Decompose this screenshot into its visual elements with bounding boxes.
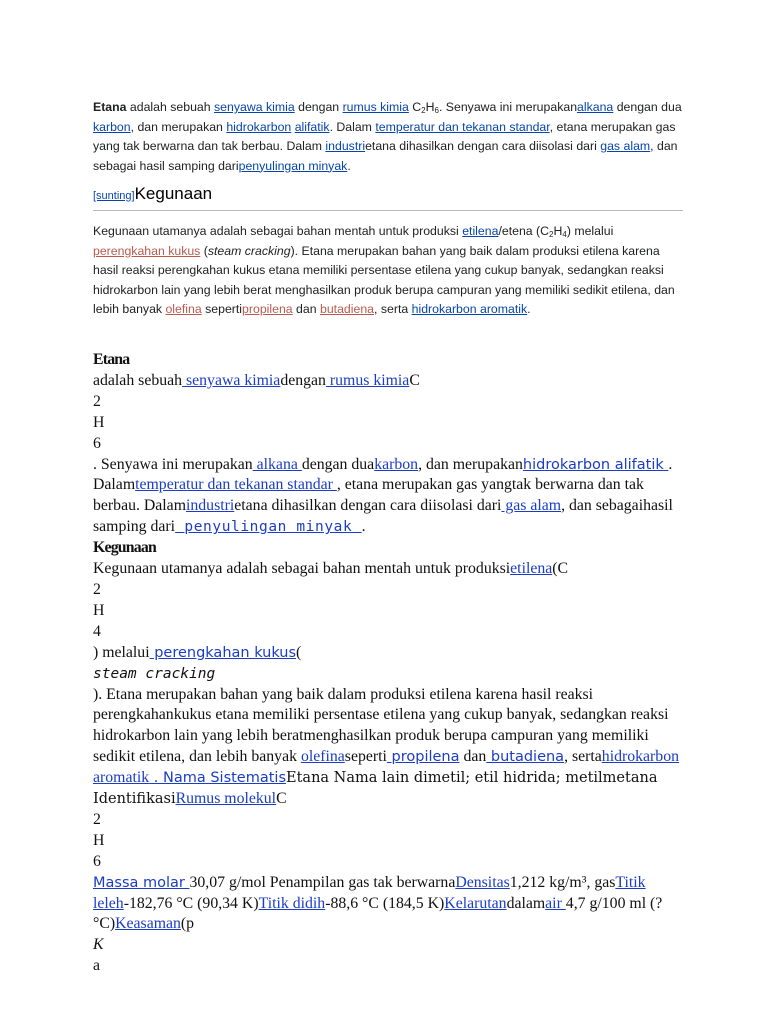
link-karbon[interactable]: karbon bbox=[93, 119, 131, 134]
flat-text: ( bbox=[296, 643, 302, 661]
flat-line: 4 bbox=[93, 622, 101, 640]
link-rumus-kimia[interactable]: rumus kimia bbox=[342, 100, 409, 114]
link-industri[interactable]: industri bbox=[325, 139, 366, 153]
subscript: 2 bbox=[421, 106, 426, 115]
flat-text: etana dihasilkan dengan cara diisolasi dari bbox=[234, 497, 502, 515]
flat-text: (p bbox=[180, 915, 195, 933]
flat-text: , dan merupakan bbox=[418, 455, 523, 473]
flat-text: C bbox=[409, 371, 420, 389]
link-temperatur-tekanan[interactable]: temperatur dan tekanan standar bbox=[375, 119, 550, 134]
link-hidrokarbon-alifatik[interactable]: hidrokarbon alifatik bbox=[522, 456, 669, 473]
intro-text: adalah sebuah bbox=[126, 100, 215, 114]
flat-text: . Senyawa ini merupakan bbox=[93, 455, 253, 473]
link-hidrokarbon[interactable]: hidrokarbon bbox=[226, 119, 292, 134]
flat-paragraph bbox=[93, 685, 683, 810]
flat-text: seperti bbox=[344, 748, 387, 766]
flat-line: H bbox=[93, 831, 105, 849]
usage-italic: steam cracking bbox=[207, 243, 291, 258]
usage-text: dan bbox=[292, 302, 320, 316]
flat-line bbox=[93, 643, 683, 664]
link-olefina[interactable]: olefina bbox=[165, 302, 202, 316]
link-temperatur-tekanan[interactable]: temperatur dan tekanan standar bbox=[135, 476, 337, 494]
flat-text: C bbox=[276, 790, 287, 808]
intro-text: etana dihasilkan dengan cara diisolasi dari bbox=[365, 139, 601, 153]
flat-text: dengan bbox=[280, 371, 326, 389]
flat-line: 6 bbox=[93, 852, 101, 870]
usage-text: /etena (C bbox=[498, 224, 550, 238]
flat-text: , serta bbox=[564, 748, 602, 766]
section-heading bbox=[93, 183, 683, 211]
flat-text: (C bbox=[552, 560, 569, 578]
link-keasaman[interactable]: Keasaman bbox=[115, 915, 181, 933]
link-kelarutan[interactable]: Kelarutan bbox=[444, 894, 507, 912]
intro-text: dengan dua bbox=[613, 100, 682, 114]
link-senyawa-kimia[interactable]: senyawa kimia bbox=[214, 100, 295, 114]
flat-text: ) melalui bbox=[93, 643, 150, 661]
intro-bold-term: Etana bbox=[93, 100, 127, 114]
flat-text: dalam bbox=[506, 894, 546, 912]
flat-paragraph bbox=[93, 873, 683, 936]
link-massa-molar[interactable]: Massa molar bbox=[93, 874, 190, 891]
flat-text: , etana merupakan gas yangtak berwarna dan tak berbau. Dalam bbox=[93, 476, 644, 515]
flat-text: 30,07 g/mol Penampilan gas tak berwarna bbox=[189, 873, 456, 891]
subscript: 6 bbox=[434, 106, 439, 115]
intro-text: , etana merupakan gas yang tak berwarna dan tak berbau. Dalam bbox=[93, 119, 676, 153]
link-alkana[interactable]: alkana bbox=[577, 100, 614, 114]
intro-text: H bbox=[425, 100, 435, 114]
flat-text: -182,76 °C (90,34 K) bbox=[123, 894, 259, 912]
link-rumus-molekul[interactable]: Rumus molekul bbox=[175, 790, 277, 808]
flat-line: 2 bbox=[93, 810, 101, 828]
link-olefina[interactable]: olefina bbox=[300, 748, 345, 766]
flat-text: dengan dua bbox=[301, 455, 375, 473]
flat-line bbox=[93, 664, 683, 685]
intro-text: dengan bbox=[294, 100, 343, 114]
flat-text: Kegunaan utamanya adalah sebagai bahan mentah untuk produksi bbox=[93, 560, 511, 578]
flat-text: Etana Nama lain dimetil; etil hidrida; metilmetana Identifikasi bbox=[93, 770, 658, 808]
link-air[interactable]: air bbox=[545, 894, 566, 912]
usage-text: H bbox=[553, 224, 563, 238]
flat-text: 4,7 g/100 ml (?°C) bbox=[93, 894, 663, 933]
link-rumus-kimia[interactable]: rumus kimia bbox=[325, 371, 410, 389]
flat-text: 1,212 kg/m³, gas bbox=[509, 873, 616, 891]
link-hidrokarbon-aromatik[interactable]: hidrokarbon aromatik bbox=[411, 302, 528, 316]
flat-line: a bbox=[93, 957, 101, 975]
usage-text: Kegunaan utamanya adalah sebagai bahan mentah untuk produksi bbox=[93, 224, 463, 238]
usage-text: ) melalui bbox=[566, 224, 614, 238]
flat-line bbox=[93, 559, 683, 580]
flat-text: adalah sebuah bbox=[93, 371, 183, 389]
link-densitas[interactable]: Densitas bbox=[455, 873, 510, 891]
flat-text: ). Etana merupakan bahan yang baik dalam produksi etilena karena hasil reaksi perengkahankukus etana memiliki persentase etilena yang cukup banyak, sedangkan reaksi hidrokarbon lain yang lebih beratmenghasilkan produk berupa campuran yang memiliki sedikit etilena, dan lebih banyak bbox=[93, 685, 669, 766]
intro-text: . Dalam bbox=[329, 119, 376, 134]
subscript: 2 bbox=[549, 230, 554, 239]
usage-text: ( bbox=[200, 243, 208, 258]
link-butadiena[interactable]: butadiena bbox=[320, 302, 375, 316]
link-penyulingan-minyak[interactable]: penyulingan minyak bbox=[175, 519, 362, 536]
flat-text: -88,6 °C (184,5 K) bbox=[325, 894, 445, 912]
intro-text: . Senyawa ini merupakan bbox=[438, 100, 578, 114]
flat-line: 6 bbox=[93, 434, 101, 452]
usage-text: seperti bbox=[201, 302, 243, 316]
flat-heading-kegunaan: Kegunaan bbox=[93, 539, 156, 557]
link-alkana[interactable]: alkana bbox=[252, 455, 302, 473]
intro-text: , dan sebagai hasil samping dari bbox=[93, 139, 678, 173]
subscript: 4 bbox=[562, 230, 567, 239]
link-penyulingan-minyak[interactable]: penyulingan minyak bbox=[238, 158, 348, 173]
link-alifatik[interactable]: alifatik bbox=[294, 119, 330, 134]
link-titik-leleh[interactable]: Titik leleh bbox=[93, 873, 646, 912]
edit-section-link[interactable]: [sunting] bbox=[93, 190, 135, 202]
intro-text: , dan merupakan bbox=[130, 119, 227, 134]
link-propilena[interactable]: propilena bbox=[242, 302, 293, 316]
link-etilena[interactable]: etilena bbox=[510, 560, 553, 578]
link-karbon[interactable]: karbon bbox=[374, 455, 419, 473]
section-title: Kegunaan bbox=[134, 184, 213, 203]
flat-heading-etana: Etana bbox=[93, 351, 130, 368]
intro-text: C bbox=[408, 100, 422, 114]
link-perengkahan-kukus[interactable]: perengkahan kukus bbox=[149, 644, 297, 661]
flat-italic: K bbox=[93, 936, 104, 954]
article-flat bbox=[93, 350, 683, 977]
flat-line: 2 bbox=[93, 580, 101, 598]
flat-line bbox=[93, 371, 683, 392]
flat-text: , dan sebagaihasil samping dari bbox=[93, 497, 673, 536]
link-hidrokarbon-aromatik[interactable]: hidrokarbon aromatik bbox=[93, 748, 680, 787]
flat-text: dan bbox=[459, 748, 487, 766]
link-gas-alam[interactable]: gas alam bbox=[501, 497, 562, 515]
link-propilena[interactable]: propilena bbox=[386, 749, 460, 766]
flat-italic: steam cracking bbox=[93, 665, 216, 682]
flat-text: . bbox=[361, 518, 366, 536]
link-gas-alam[interactable]: gas alam bbox=[600, 139, 651, 153]
intro-text: . bbox=[347, 158, 351, 173]
link-industri[interactable]: industri bbox=[185, 497, 235, 515]
usage-text: . bbox=[527, 302, 531, 316]
flat-paragraph bbox=[93, 455, 683, 539]
flat-line: 2 bbox=[93, 392, 101, 410]
link-etilena[interactable]: etilena bbox=[462, 224, 499, 238]
usage-text: ). Etana merupakan bahan yang baik dalam produksi etilena karena hasil reaksi perengkahan kukus etana memiliki persentase etilena yang cukup banyak, sedangkan reaksi hidrokarbon lain yang lebih berat menghasilkan produk berupa campuran yang memiliki sedikit etilena, dan lebih banyak bbox=[93, 243, 675, 316]
link-senyawa-kimia[interactable]: senyawa kimia bbox=[182, 371, 281, 389]
link-perengkahan-kukus[interactable]: perengkahan kukus bbox=[93, 243, 201, 258]
link-nama-sistematis[interactable]: . Nama Sistematis bbox=[149, 770, 287, 787]
link-butadiena[interactable]: butadiena bbox=[486, 749, 565, 766]
usage-text: , serta bbox=[374, 302, 412, 316]
flat-text: . Dalam bbox=[93, 455, 673, 494]
flat-line: H bbox=[93, 601, 105, 619]
flat-line bbox=[93, 935, 683, 956]
link-titik-didih[interactable]: Titik didih bbox=[258, 894, 326, 912]
article-top bbox=[93, 98, 683, 320]
flat-line: H bbox=[93, 413, 105, 431]
usage-paragraph bbox=[93, 222, 683, 320]
intro-paragraph bbox=[93, 98, 683, 176]
